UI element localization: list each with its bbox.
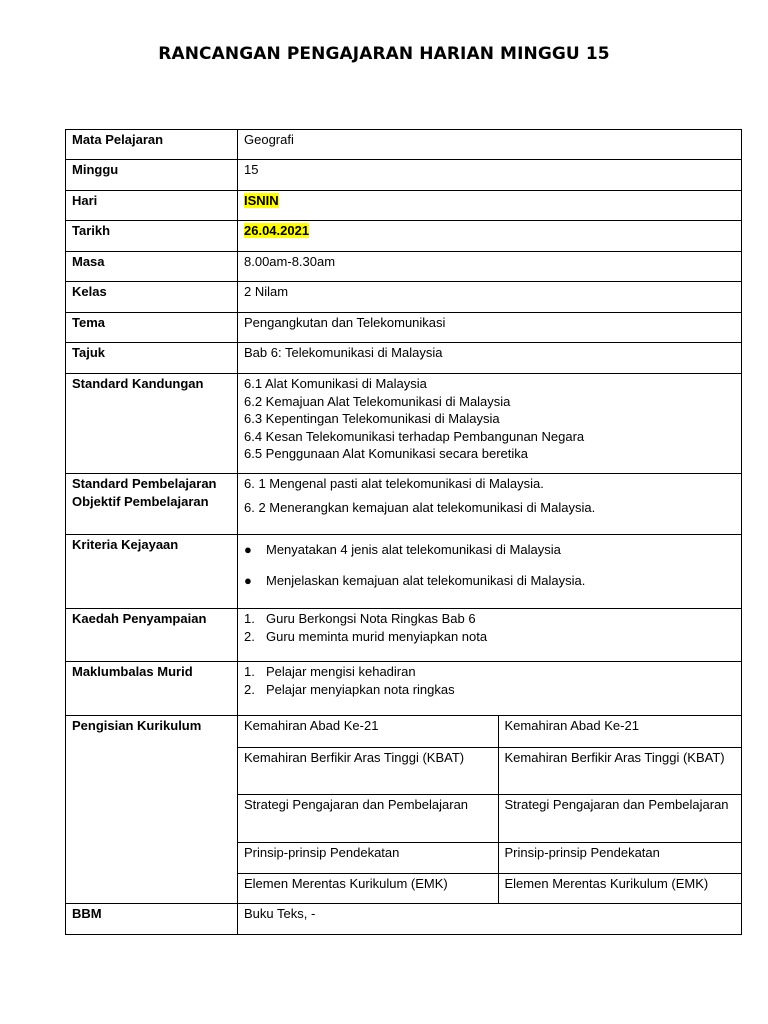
table-row bbox=[66, 662, 742, 716]
table-cell: Strategi Pengajaran dan Pembelajaran bbox=[498, 794, 741, 842]
list-item: 6.1 Alat Komunikasi di Malaysia bbox=[244, 376, 427, 391]
table-row bbox=[66, 474, 742, 535]
table-row bbox=[238, 842, 741, 873]
table-row bbox=[66, 191, 742, 221]
list-item: 2. Pelajar menyiapkan nota ringkas bbox=[244, 681, 455, 697]
value-standard-pembelajaran bbox=[238, 474, 742, 535]
kurikulum-subtable bbox=[238, 716, 741, 903]
page-title: RANCANGAN PENGAJARAN HARIAN MINGGU 15 bbox=[158, 44, 610, 64]
label-tarikh: Tarikh bbox=[66, 221, 238, 252]
value-kelas: 2 Nilam bbox=[238, 282, 742, 313]
list-item: 6. 2 Menerangkan kemajuan alat telekomunikasi di Malaysia. bbox=[244, 499, 596, 515]
table-row bbox=[66, 343, 742, 374]
label-bbm: BBM bbox=[66, 904, 238, 935]
value-tema: Pengangkutan dan Telekomunikasi bbox=[238, 313, 742, 343]
label-minggu: Minggu bbox=[66, 160, 238, 191]
list-item: 6.5 Penggunaan Alat Komunikasi secara beretika bbox=[244, 446, 529, 461]
value-minggu: 15 bbox=[238, 160, 742, 191]
table-row bbox=[66, 313, 742, 343]
label-kaedah-penyampaian: Kaedah Penyampaian bbox=[66, 609, 238, 662]
table-cell: Kemahiran Abad Ke-21 bbox=[238, 716, 498, 747]
label-mata-pelajaran: Mata Pelajaran bbox=[66, 130, 238, 160]
table-cell: Elemen Merentas Kurikulum (EMK) bbox=[238, 873, 498, 903]
table-row bbox=[66, 282, 742, 313]
value-bbm: Buku Teks, - bbox=[238, 904, 742, 935]
table-row bbox=[66, 904, 742, 935]
table-cell: Elemen Merentas Kurikulum (EMK) bbox=[498, 873, 741, 903]
list-item: 6.4 Kesan Telekomunikasi terhadap Pembangunan Negara bbox=[244, 428, 585, 444]
list-item: 6. 1 Mengenal pasti alat telekomunikasi di Malaysia. bbox=[244, 476, 544, 491]
table-cell: Kemahiran Berfikir Aras Tinggi (KBAT) bbox=[498, 747, 741, 794]
value-maklumbalas-murid bbox=[238, 662, 742, 716]
list-item: 6.2 Kemajuan Alat Telekomunikasi di Malaysia bbox=[244, 393, 511, 409]
table-row bbox=[66, 252, 742, 282]
table-row bbox=[238, 794, 741, 842]
value-kriteria-kejayaan bbox=[238, 535, 742, 609]
label-pengisian-kurikulum: Pengisian Kurikulum bbox=[66, 716, 238, 904]
table-row bbox=[66, 609, 742, 662]
value-tajuk: Bab 6: Telekomunikasi di Malaysia bbox=[238, 343, 742, 374]
table-row bbox=[66, 130, 742, 160]
label-hari: Hari bbox=[66, 191, 238, 221]
value-mata-pelajaran: Geografi bbox=[238, 130, 742, 160]
value-tarikh: 26.04.2021 bbox=[244, 223, 310, 238]
table-row bbox=[238, 747, 741, 794]
label-standard-pembelajaran: Standard Pembelajaran bbox=[72, 476, 217, 491]
table-cell: Kemahiran Berfikir Aras Tinggi (KBAT) bbox=[238, 747, 498, 794]
table-row bbox=[66, 221, 742, 252]
table-row bbox=[66, 716, 742, 904]
table-cell: Strategi Pengajaran dan Pembelajaran bbox=[238, 794, 498, 842]
label-maklumbalas-murid: Maklumbalas Murid bbox=[66, 662, 238, 716]
label-standard-kandungan: Standard Kandungan bbox=[66, 374, 238, 474]
list-item: ● Menyatakan 4 jenis alat telekomunikasi di Malaysia bbox=[244, 542, 561, 557]
lesson-plan-table bbox=[65, 129, 742, 935]
table-row bbox=[66, 535, 742, 609]
list-item: 6.3 Kepentingan Telekomunikasi di Malaysia bbox=[244, 411, 500, 426]
label-tajuk: Tajuk bbox=[66, 343, 238, 374]
value-kaedah-penyampaian bbox=[238, 609, 742, 662]
bullet-icon: ● bbox=[244, 572, 252, 588]
value-pengisian-kurikulum bbox=[238, 716, 742, 904]
value-masa: 8.00am-8.30am bbox=[238, 252, 742, 282]
table-row bbox=[238, 873, 741, 903]
list-item: 2. Guru meminta murid menyiapkan nota bbox=[244, 628, 488, 644]
table-cell: Prinsip-prinsip Pendekatan bbox=[498, 842, 741, 873]
list-item: 1. Pelajar mengisi kehadiran bbox=[244, 664, 416, 679]
list-item: ● Menjelaskan kemajuan alat telekomunikasi di Malaysia. bbox=[244, 572, 586, 588]
table-cell: Kemahiran Abad Ke-21 bbox=[498, 716, 741, 747]
bullet-icon: ● bbox=[244, 542, 252, 557]
label-kriteria-kejayaan: Kriteria Kejayaan bbox=[66, 535, 238, 609]
value-hari: ISNIN bbox=[244, 193, 279, 208]
label-kelas: Kelas bbox=[66, 282, 238, 313]
list-item: 1. Guru Berkongsi Nota Ringkas Bab 6 bbox=[244, 611, 476, 626]
table-row bbox=[238, 716, 741, 747]
table-row bbox=[66, 160, 742, 191]
table-row bbox=[66, 374, 742, 474]
table-cell: Prinsip-prinsip Pendekatan bbox=[238, 842, 498, 873]
label-masa: Masa bbox=[66, 252, 238, 282]
value-standard-kandungan bbox=[238, 374, 742, 474]
label-tema: Tema bbox=[66, 313, 238, 343]
label-objektif-pembelajaran: Objektif Pembelajaran bbox=[72, 493, 209, 509]
